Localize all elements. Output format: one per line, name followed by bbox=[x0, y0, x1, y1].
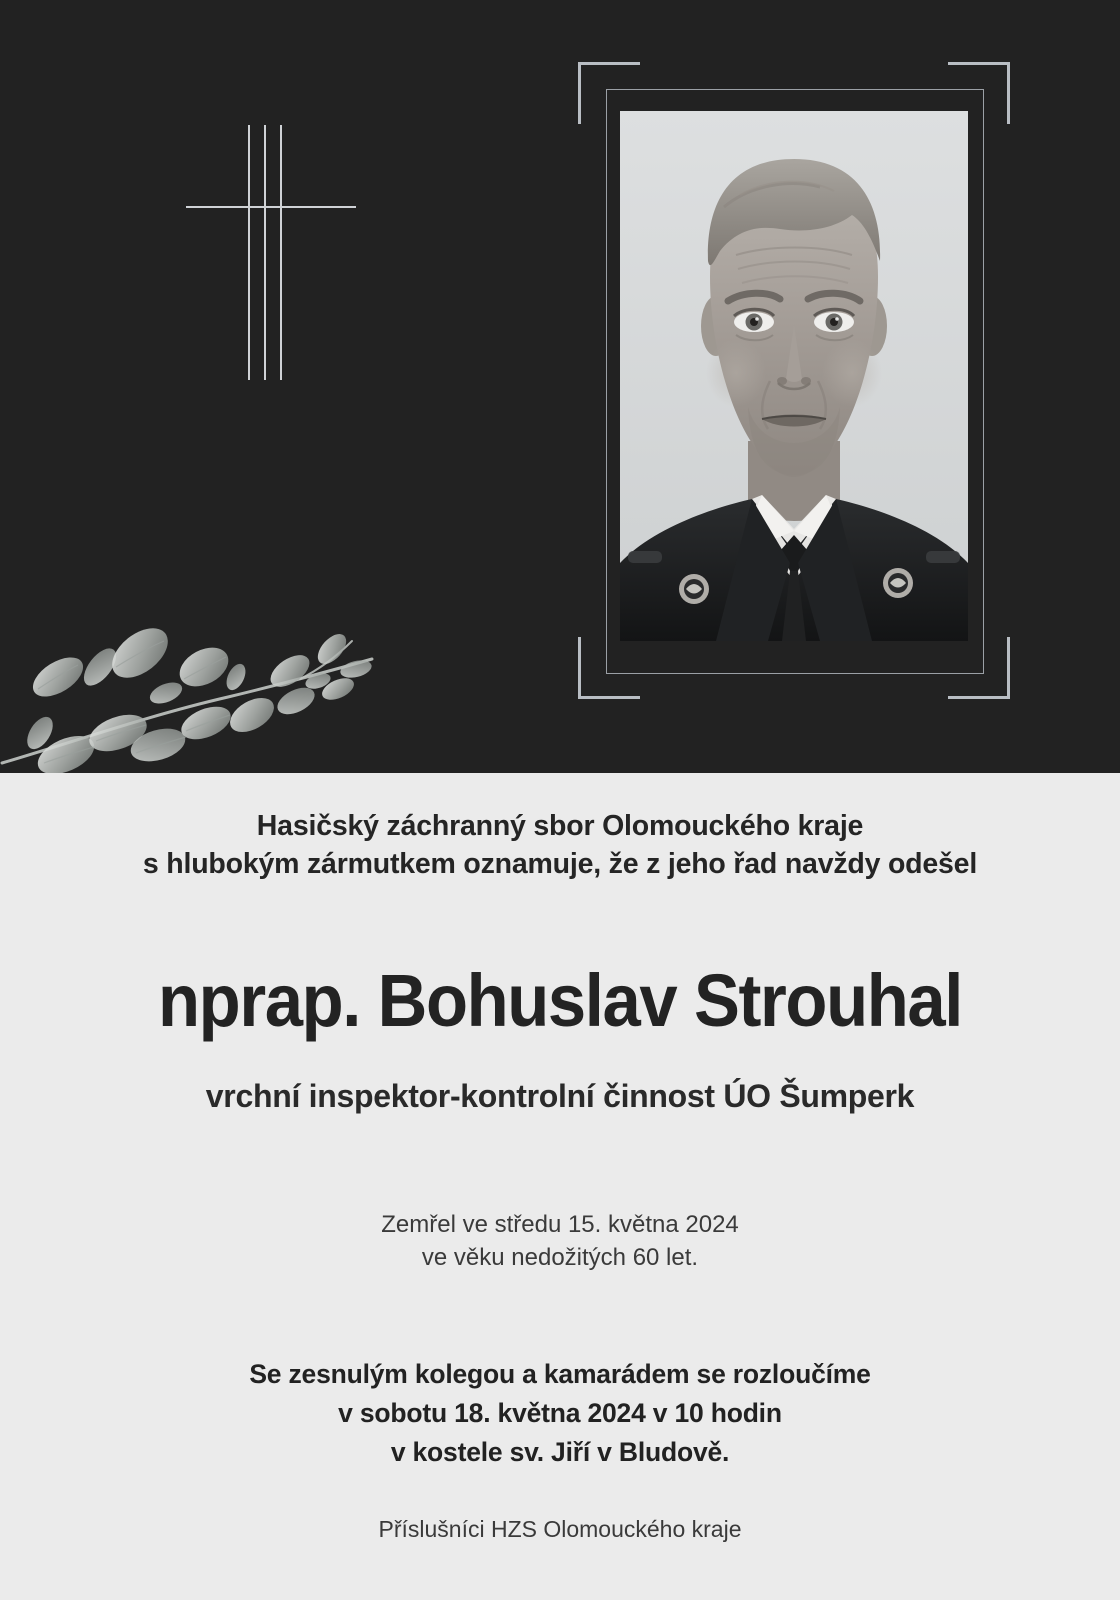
deceased-name: nprap. Bohuslav Strouhal bbox=[158, 959, 962, 1042]
bottom-light-panel bbox=[0, 773, 1120, 1600]
signoff-text: Příslušníci HZS Olomouckého kraje bbox=[378, 1516, 742, 1542]
portrait-illustration bbox=[620, 111, 968, 641]
death-notice-line-1: Zemřel ve středu 15. května 2024 bbox=[381, 1211, 739, 1238]
farewell-line-1: Se zesnulým kolegou a kamarádem se rozloučíme bbox=[249, 1359, 871, 1389]
farewell-details bbox=[0, 1355, 1120, 1472]
portrait-frame bbox=[578, 62, 1010, 699]
top-dark-panel bbox=[0, 0, 1120, 773]
branch-illustration bbox=[0, 605, 380, 773]
cross-vertical-line-2 bbox=[264, 125, 266, 380]
cross-vertical-line-3 bbox=[280, 125, 282, 380]
intro-line-2: s hlubokým zármutkem oznamuje, že z jeho řad navždy odešel bbox=[142, 848, 978, 880]
intro-text bbox=[0, 807, 1120, 883]
portrait-photo bbox=[620, 111, 968, 641]
uniform-insignia-right bbox=[883, 568, 913, 598]
deceased-rank-position: vrchní inspektor-kontrolní činnost ÚO Šumperk bbox=[205, 1078, 915, 1114]
cross-vertical-line-1 bbox=[248, 125, 250, 380]
death-notice bbox=[0, 1208, 1120, 1274]
intro-line-1: Hasičský záchranný sbor Olomouckého kraje bbox=[256, 810, 864, 842]
cross-horizontal-line bbox=[186, 206, 356, 208]
cross-icon bbox=[186, 125, 356, 380]
botanical-branch-icon bbox=[0, 605, 380, 773]
uniform-insignia-left bbox=[679, 574, 709, 604]
death-notice-line-2: ve věku nedožitých 60 let. bbox=[421, 1244, 699, 1271]
farewell-line-3: v kostele sv. Jiří v Bludově. bbox=[390, 1437, 730, 1467]
farewell-line-2: v sobotu 18. května 2024 v 10 hodin bbox=[338, 1398, 782, 1428]
